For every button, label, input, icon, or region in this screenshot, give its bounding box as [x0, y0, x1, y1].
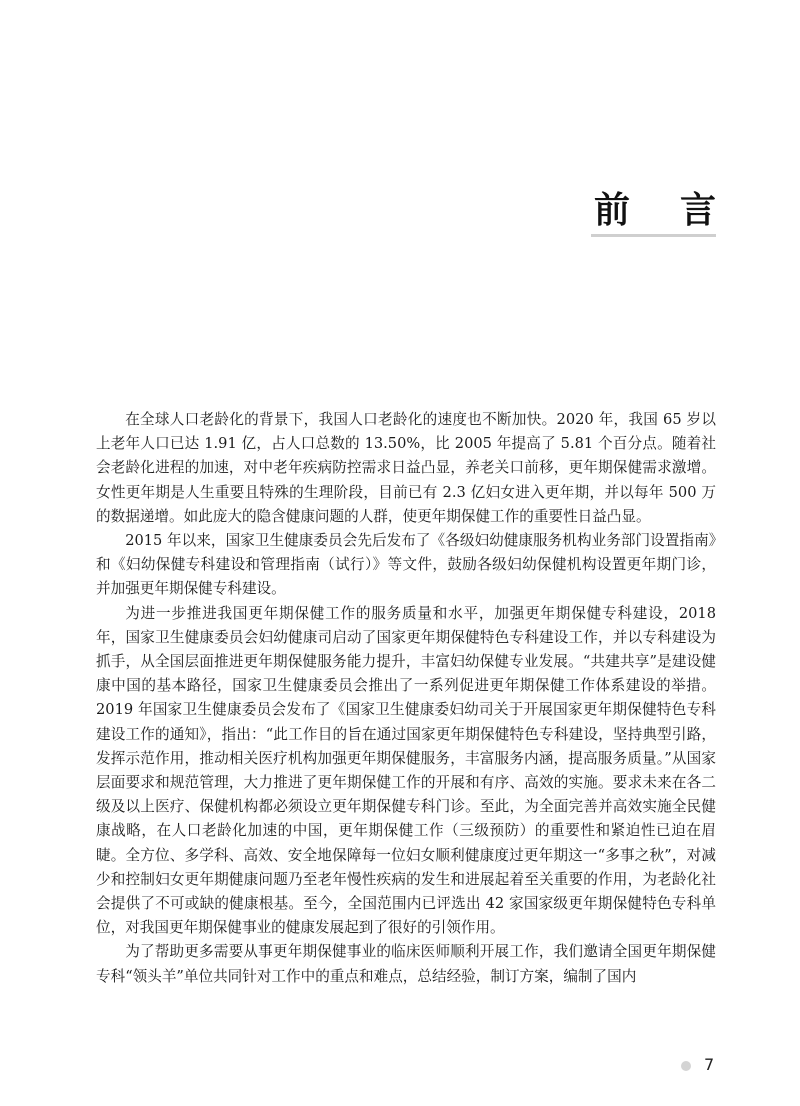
paragraph-1: 在全球人口老龄化的背景下，我国人口老龄化的速度也不断加快。2020 年，我国 65 岁以上老年人口已达 1.91 亿，占人口总数的 13.50%，比 2005 年提高了 5.81 个百分点。随着社会老龄化进程的加速，对中老年疾病防控需求日益凸显，养老关口前移，更年期保健需求激增。女性更年期是人生重要且特殊的生理阶段，目前已有 2.3 亿妇女进入更年期，并以每年 500 万的数据递增。如此庞大的隐含健康问题的人群，使更年期保健工作的重要性日益凸显。 — [96, 411, 716, 525]
paragraph-3: 为进一步推进我国更年期保健工作的服务质量和水平，加强更年期保健专科建设，2018 年，国家卫生健康委员会妇幼健康司启动了国家更年期保健特色专科建设工作，并以专科建设为抓手，从全国层面推进更年期保健服务能力提升，丰富妇幼保健专业发展。“共建共享”是建设健康中国的基本路径，国家卫生健康委员会推出了一系列促进更年期保健工作体系建设的举措。2019 年国家卫生健康委员会发布了《国家卫生健康委妇幼司关于开展国家更年期保健特色专科建设工作的通知》，指出：“此工作目的旨在通过国家更年期保健特色专科建设，坚持典型引路，发挥示范作用，推动相关医疗机构加强更年期保健服务，丰富服务内涵，提高服务质量。”从国家层面要求和规范管理，大力推进了更年期保健工作的开展和有序、高效的实施。要求未来在各二级及以上医疗、保健机构都必须设立更年期保健专科门诊。至此，为全面完善并高效实施全民健康战略，在人口老龄化加速的中国，更年期保健工作（三级预防）的重要性和紧迫性已迫在眉睫。全方位、多学科、高效、安全地保障每一位妇女顺利健康度过更年期这一“多事之秋”，对减少和控制妇女更年期健康问题乃至老年慢性疾病的发生和进展起着至关重要的作用，为老龄化社会提供了不可或缺的健康根基。至今，全国范围内已评选出 42 家国家级更年期保健特色专科单位，对我国更年期保健事业的健康发展起到了很好的引领作用。 — [96, 604, 716, 937]
title-char-2: 言 — [679, 190, 716, 231]
page-number: 7 — [704, 1055, 715, 1074]
title-char-1: 前 — [594, 190, 631, 231]
body-text — [96, 408, 716, 989]
footer-dot — [681, 1061, 691, 1071]
title-underline — [591, 234, 716, 237]
paragraph-4: 为了帮助更多需要从事更年期保健事业的临床医师顺利开展工作，我们邀请全国更年期保健专科“领头羊”单位共同针对工作中的重点和难点，总结经验，制订方案，编制了国内 — [96, 943, 716, 985]
paragraph-2: 2015 年以来，国家卫生健康委员会先后发布了《各级妇幼健康服务机构业务部门设置指南》和《妇幼保健专科建设和管理指南（试行）》等文件，鼓励各级妇幼保健机构设置更年期门诊，并加强更年期保健专科建设。 — [96, 532, 716, 598]
page-title — [594, 182, 716, 233]
